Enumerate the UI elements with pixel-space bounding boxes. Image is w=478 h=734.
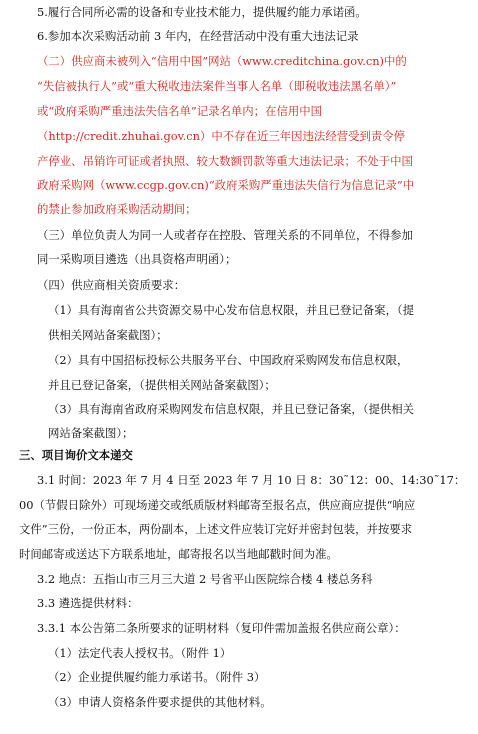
text-line: 6.参加本次采购活动前 3 年内，在经营活动中没有重大违法记录 [37,29,359,43]
text-line: 00（节假日除外）可现场递交或纸质版材料邮寄至报名点，供应商应提供“响应 [19,498,416,512]
text-line: （2）企业提供履约能力承诺书。（附件 3） [48,670,266,684]
text-line: （1）具有海南省公共资源交易中心发布信息权限，并且已登记备案，（提 [48,303,415,317]
text-line: 网站备案截图）； [48,426,134,440]
text-line: 产停业、吊销许可证或者执照、较大数额罚款等重大违法记录；不处于中国 [37,154,413,168]
text-line: （四）供应商相关资质要求： [37,278,186,292]
section-heading: 三、项目询价文本递交 [19,448,133,462]
text-line: 的禁止参加政府采购活动期间； [37,202,197,216]
text-line: 3.3.1 本公告第二条所要求的证明材料（复印件需加盖报名供应商公章）： [37,621,406,635]
text-line: 并且已登记备案，（提供相关网站备案截图）； [48,378,276,392]
text-line: 3.2 地点：五指山市三月三大道 2 号省平山医院综合楼 4 楼总务科 [37,572,373,586]
text-line: 政府采购网（www.ccgp.gov.cn)“政府采购严重违法失信行为信息记录”中 [37,178,415,192]
text-line: （2）具有中国招标投标公共服务平台、中国政府采购网发布信息权限， [48,353,409,367]
text-line: （二）供应商未被列入“信用中国”网站（www.creditchina.gov.cn)中的 [37,54,407,68]
text-line: 3.3 遴选提供材料： [37,596,139,610]
text-line: 5.履行合同所必需的设备和专业技术能力，提供履约能力承诺函。 [37,5,367,19]
text-line: 3.1 时间：2023 年 7 月 4 日至 2023 年 7 月 10 日 8：30˜12：00、14:30˜17： [37,473,466,487]
text-line: “失信被执行人”或“重大税收违法案件当事人名单（即税收违法黑名单）” [37,79,397,93]
text-line: 文件”三份，一份正本，两份副本，上述文件应装订完好并密封包装，并按要求 [19,522,413,536]
text-line: 同一采购项目遴选（出具资格声明函）； [37,252,237,266]
text-line: 供相关网站备案截图）； [48,328,168,342]
text-line: （3）具有海南省政府采购网发布信息权限，并且已登记备案，（提供相关 [48,402,415,416]
text-line: 时间邮寄或送达下方联系地址，邮寄报名以当地邮戳时间为准。 [19,547,338,561]
text-line: 或“政府采购严重违法失信名单”记录名单内；在信用中国 [37,104,323,118]
text-line: （1）法定代表人授权书。（附件 1） [48,646,232,660]
text-line: （3）申请人资格条件要求提供的其他材料。 [48,695,272,709]
text-line: （三）单位负责人为同一人或者存在控股、管理关系的不同单位，不得参加 [37,228,413,242]
text-line: （http://credit.zhuhai.gov.cn）中不存在近三年因违法经营受到责令停 [37,129,406,143]
